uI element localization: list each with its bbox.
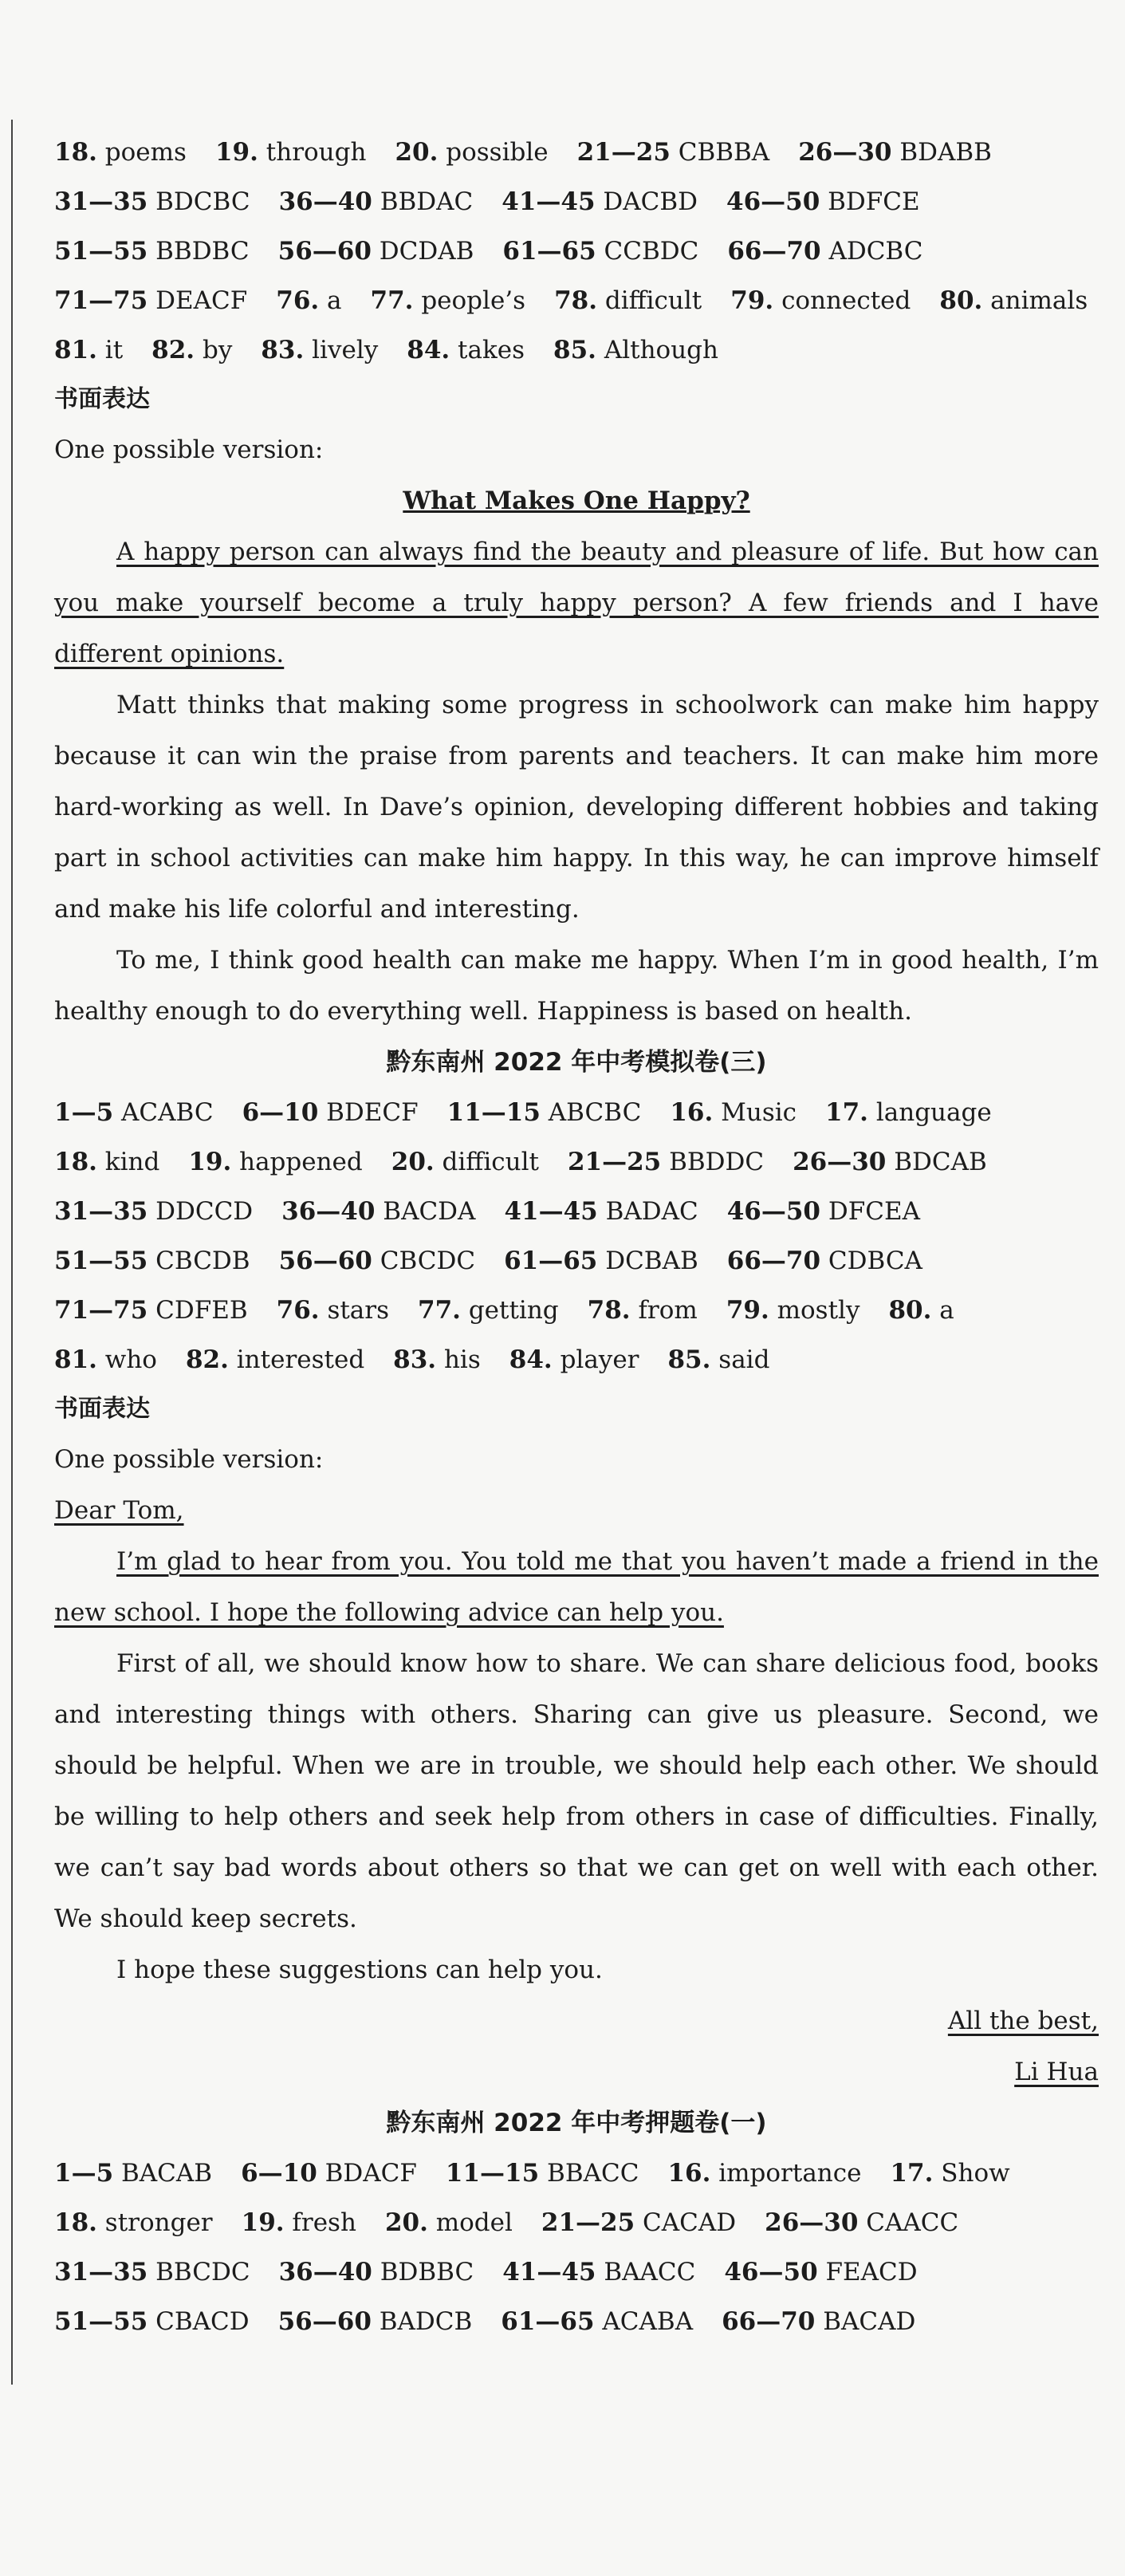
answer-item [727,1197,920,1226]
question-number: 82. [151,336,195,364]
content [54,128,1099,2346]
question-number: 41—45 [504,1197,598,1226]
section1-answers [54,128,1099,375]
answer-item [727,237,922,266]
answer-value: BAACC [604,2258,696,2286]
answer-value: people’s [421,286,526,315]
question-number: 18. [54,2208,97,2237]
answer-item [54,237,250,266]
answer-value: CBCDC [380,1247,476,1275]
question-number: 78. [587,1296,631,1325]
question-number: 61—65 [504,1247,598,1275]
answer-item [667,1345,769,1374]
answer-value: animals [990,286,1088,315]
question-number: 31—35 [54,1197,148,1226]
question-number: 71—75 [54,286,148,315]
answer-item [798,138,992,167]
answer-item [501,2307,693,2336]
answer-row [54,1088,1099,1137]
answer-item [793,1148,987,1176]
answer-item [186,1345,364,1374]
answer-row [54,325,1099,375]
letter-closing: All the best, [947,2007,1099,2035]
answer-value: takes [458,336,525,364]
answer-item [279,1247,476,1275]
answer-value: said [718,1345,770,1374]
question-number: 79. [726,1296,769,1325]
answer-row [54,1187,1099,1236]
question-number: 41—45 [502,2258,596,2286]
answer-item [726,1296,860,1325]
question-number: 16. [670,1098,714,1127]
answer-value: BBDAC [380,187,474,216]
answer-value: Show [941,2159,1010,2188]
answer-item [276,286,341,315]
question-number: 19. [214,138,258,167]
essay-paragraph: To me, I think good health can make me happy. When I’m in good health, I’m healthy enough to do everything well. Happiness is based on health. [54,946,1099,1026]
answer-value: CAACC [866,2208,959,2237]
answer-value: difficult [604,286,702,315]
question-number: 56—60 [277,2307,372,2336]
answer-value: BACAB [121,2159,213,2188]
answer-value: CBBBA [678,138,770,167]
answer-item [667,2159,861,2188]
question-number: 82. [185,1345,229,1374]
answer-item [568,1148,764,1176]
question-number: 51—55 [54,1247,148,1275]
answer-value: CBCDB [155,1247,250,1275]
answer-value: importance [718,2159,862,2188]
question-number: 36—40 [278,2258,372,2286]
answer-item [553,336,718,364]
answer-item [277,1296,389,1325]
answer-item [939,286,1088,315]
answer-row [54,1286,1099,1335]
answer-row [54,2149,1099,2198]
answer-value: poems [104,138,187,167]
answer-item [730,286,911,315]
letter-paragraph: I’m glad to hear from you. You told me that you haven’t made a friend in the new school. I hope the following advice can help you. [54,1547,1099,1627]
answer-item [54,2208,213,2237]
question-number: 1—5 [54,2159,114,2188]
question-number: 71—75 [54,1296,148,1325]
answer-item [724,2258,917,2286]
answer-row [54,177,1099,226]
answer-value: BDECF [326,1098,419,1127]
answer-value: ADCBC [828,237,923,266]
answer-item [385,2208,513,2237]
answer-value: getting [468,1296,559,1325]
answer-item [407,336,525,364]
question-number: 78. [554,286,597,315]
question-number: 79. [730,286,774,315]
section-title: 黔东南州 2022 年中考模拟卷(三) [386,1048,767,1077]
answer-item [54,1098,214,1127]
letter-greeting: Dear Tom, [54,1496,184,1525]
answer-value: BBACC [547,2159,639,2188]
question-number: 31—35 [54,187,148,216]
question-number: 83. [393,1345,437,1374]
answer-row [54,1335,1099,1385]
answer-row [54,226,1099,276]
question-number: 81. [54,336,97,364]
question-number: 26—30 [765,2208,859,2237]
question-number: 18. [54,138,97,167]
answer-item [54,138,187,167]
answer-value: a [327,286,342,315]
margin-line [11,120,13,2385]
answer-item [54,187,250,216]
question-number: 21—25 [541,2208,635,2237]
answer-item [151,336,232,364]
answer-item [281,1197,475,1226]
question-number: 36—40 [278,187,372,216]
question-number: 84. [407,336,450,364]
essay-title: What Makes One Happy? [403,486,750,515]
answer-item [261,336,378,364]
answer-item [504,1197,698,1226]
answer-item [890,2159,1009,2188]
answer-value: BDACF [325,2159,417,2188]
question-number: 80. [888,1296,932,1325]
answer-value: ABCBC [548,1098,642,1127]
question-number: 11—15 [445,2159,540,2188]
answer-item [54,2159,212,2188]
answer-value: ACABC [121,1098,214,1127]
letter-signature: Li Hua [1014,2058,1099,2086]
question-number: 21—25 [567,1148,662,1176]
answer-item [670,1098,797,1127]
question-number: 51—55 [54,237,148,266]
answer-item [279,2258,474,2286]
answer-value: Although [604,336,718,364]
answer-item [509,1345,639,1374]
answer-item [502,237,698,266]
answer-item [577,138,770,167]
question-number: 26—30 [793,1148,887,1176]
answer-item [54,1345,157,1374]
answer-value: ACABA [602,2307,694,2336]
answer-value: BADAC [605,1197,698,1226]
answer-value: DFCEA [828,1197,920,1226]
answer-value: BDABB [899,138,992,167]
answer-item [504,1247,698,1275]
section-title: 黔东南州 2022 年中考押题卷(一) [386,2109,767,2137]
answer-item [446,2159,639,2188]
answer-value: BACDA [383,1197,476,1226]
question-number: 36—40 [281,1197,376,1226]
answer-item [54,286,247,315]
answer-value: language [875,1098,992,1127]
answer-item [54,1296,248,1325]
question-number: 66—70 [726,1247,821,1275]
answer-value: from [638,1296,698,1325]
answer-value: model [435,2208,513,2237]
answer-item [242,1098,419,1127]
answer-value: through [266,138,367,167]
answer-row [54,1137,1099,1187]
question-number: 46—50 [726,1197,820,1226]
section3-answers [54,2149,1099,2346]
answer-value: BADCB [379,2307,473,2336]
answer-value: DEACF [155,286,248,315]
version-label: One possible version: [54,1445,324,1474]
answer-value: CDFEB [155,1296,248,1325]
answer-value: fresh [292,2208,356,2237]
letter-paragraph: I hope these suggestions can help you. [116,1956,603,1984]
answer-value: BBDDC [669,1148,765,1176]
answer-item [54,1247,250,1275]
answer-value: lively [312,336,379,364]
question-number: 83. [261,336,305,364]
essay-paragraph: Matt thinks that making some progress in schoolwork can make him happy because it can win the praise from parents and teachers. It can make him more hard-working as well. In Dave’s opinion, developing different hobbies and taking part in school activities can make him happy. In this way, he can improve himself and make his life colorful and interesting. [54,691,1099,924]
answer-item [393,1345,481,1374]
question-number: 77. [370,286,414,315]
answer-item [588,1296,698,1325]
answer-value: his [443,1345,481,1374]
answer-value: who [104,1345,157,1374]
question-number: 21—25 [576,138,671,167]
answer-item [54,1148,159,1176]
question-number: 1—5 [54,1098,114,1127]
answer-value: BDCBC [155,187,250,216]
answer-item [54,2307,250,2336]
answer-item [54,336,123,364]
question-number: 46—50 [724,2258,818,2286]
question-number: 56—60 [278,1247,372,1275]
question-number: 77. [418,1296,461,1325]
question-number: 61—65 [502,237,596,266]
answer-value: DCBAB [605,1247,698,1275]
writing-heading: 书面表达 [54,1395,150,1423]
letter-paragraph: First of all, we should know how to share. We can share delicious food, books and interesting things with others. Sharing can give us pleasure. Second, we should be helpful. When we are in trouble, we should help each other. We should be willing to help others and seek help from others in case of difficulties. Finally, we can’t say bad words about others so that we can get on well with each other. We should keep secrets. [54,1649,1099,1933]
answer-item [418,1296,559,1325]
question-number: 41—45 [502,187,596,216]
answer-value: possible [446,138,549,167]
answer-value: stars [327,1296,390,1325]
answer-row [54,2247,1099,2297]
question-number: 20. [391,1148,435,1176]
answer-item [54,1197,253,1226]
answer-row [54,276,1099,325]
question-number: 19. [188,1148,232,1176]
question-number: 85. [553,336,596,364]
answer-value: player [560,1345,639,1374]
answer-value: connected [781,286,911,315]
question-number: 46—50 [726,187,820,216]
question-number: 66—70 [722,2307,816,2336]
question-number: 85. [667,1345,711,1374]
answer-value: stronger [104,2208,213,2237]
answer-value: BDFCE [828,187,920,216]
question-number: 20. [395,138,439,167]
answer-item [825,1098,992,1127]
answer-item [502,187,698,216]
question-number: 31—35 [54,2258,148,2286]
question-number: 20. [384,2208,428,2237]
answer-value: by [202,336,233,364]
question-number: 6—10 [241,2159,317,2188]
answer-value: a [939,1296,954,1325]
answer-value: kind [104,1148,160,1176]
answer-item [215,138,366,167]
writing-heading: 书面表达 [54,385,150,413]
answer-value: CBACD [155,2307,250,2336]
answer-item [54,2258,250,2286]
version-label: One possible version: [54,435,324,464]
question-number: 17. [890,2159,934,2188]
question-number: 16. [667,2159,711,2188]
answer-item [188,1148,362,1176]
answer-item [279,187,474,216]
answer-item [278,237,474,266]
question-number: 51—55 [54,2307,148,2336]
answer-item [727,1247,922,1275]
answer-item [765,2208,958,2237]
question-number: 76. [276,1296,320,1325]
answer-value: mostly [777,1296,860,1325]
answer-row [54,2297,1099,2346]
answer-item [391,1148,539,1176]
answer-value: BDCAB [894,1148,987,1176]
question-number: 84. [509,1345,553,1374]
answer-value: DDCCD [155,1197,254,1226]
answer-item [541,2208,736,2237]
answer-value: CACAD [643,2208,737,2237]
question-number: 26—30 [798,138,892,167]
answer-value: DCDAB [379,237,474,266]
question-number: 81. [54,1345,97,1374]
answer-item [888,1296,954,1325]
answer-item [554,286,702,315]
question-number: 80. [939,286,983,315]
answer-value: interested [236,1345,365,1374]
answer-item [726,187,920,216]
answer-item [395,138,548,167]
answer-value: BACAD [823,2307,916,2336]
answer-value: difficult [442,1148,539,1176]
answer-item [241,2159,417,2188]
answer-item [447,1098,642,1127]
answer-value: BBCDC [155,2258,250,2286]
question-number: 61—65 [501,2307,595,2336]
essay-paragraph: A happy person can always find the beauty and pleasure of life. But how can you make yourself become a truly happy person? A few friends and I have different opinions. [54,538,1099,668]
section2-answers [54,1088,1099,1385]
answer-value: happened [239,1148,363,1176]
question-number: 56—60 [277,237,372,266]
question-number: 76. [276,286,320,315]
question-number: 66—70 [727,237,821,266]
answer-value: BDBBC [380,2258,474,2286]
question-number: 18. [54,1148,97,1176]
answer-row [54,128,1099,177]
question-number: 11—15 [446,1098,541,1127]
answer-item [502,2258,695,2286]
answer-value: BBDBC [155,237,250,266]
answer-value: Music [721,1098,797,1127]
answer-value: it [104,336,124,364]
question-number: 6—10 [242,1098,319,1127]
answer-item [371,286,526,315]
answer-value: CDBCA [828,1247,922,1275]
answer-value: FEACD [825,2258,918,2286]
answer-item [722,2307,915,2336]
answer-row [54,2198,1099,2247]
answer-row [54,1236,1099,1286]
answer-value: DACBD [603,187,698,216]
question-number: 19. [241,2208,285,2237]
answer-item [278,2307,473,2336]
answer-item [242,2208,356,2237]
answer-value: CCBDC [604,237,699,266]
question-number: 17. [825,1098,868,1127]
